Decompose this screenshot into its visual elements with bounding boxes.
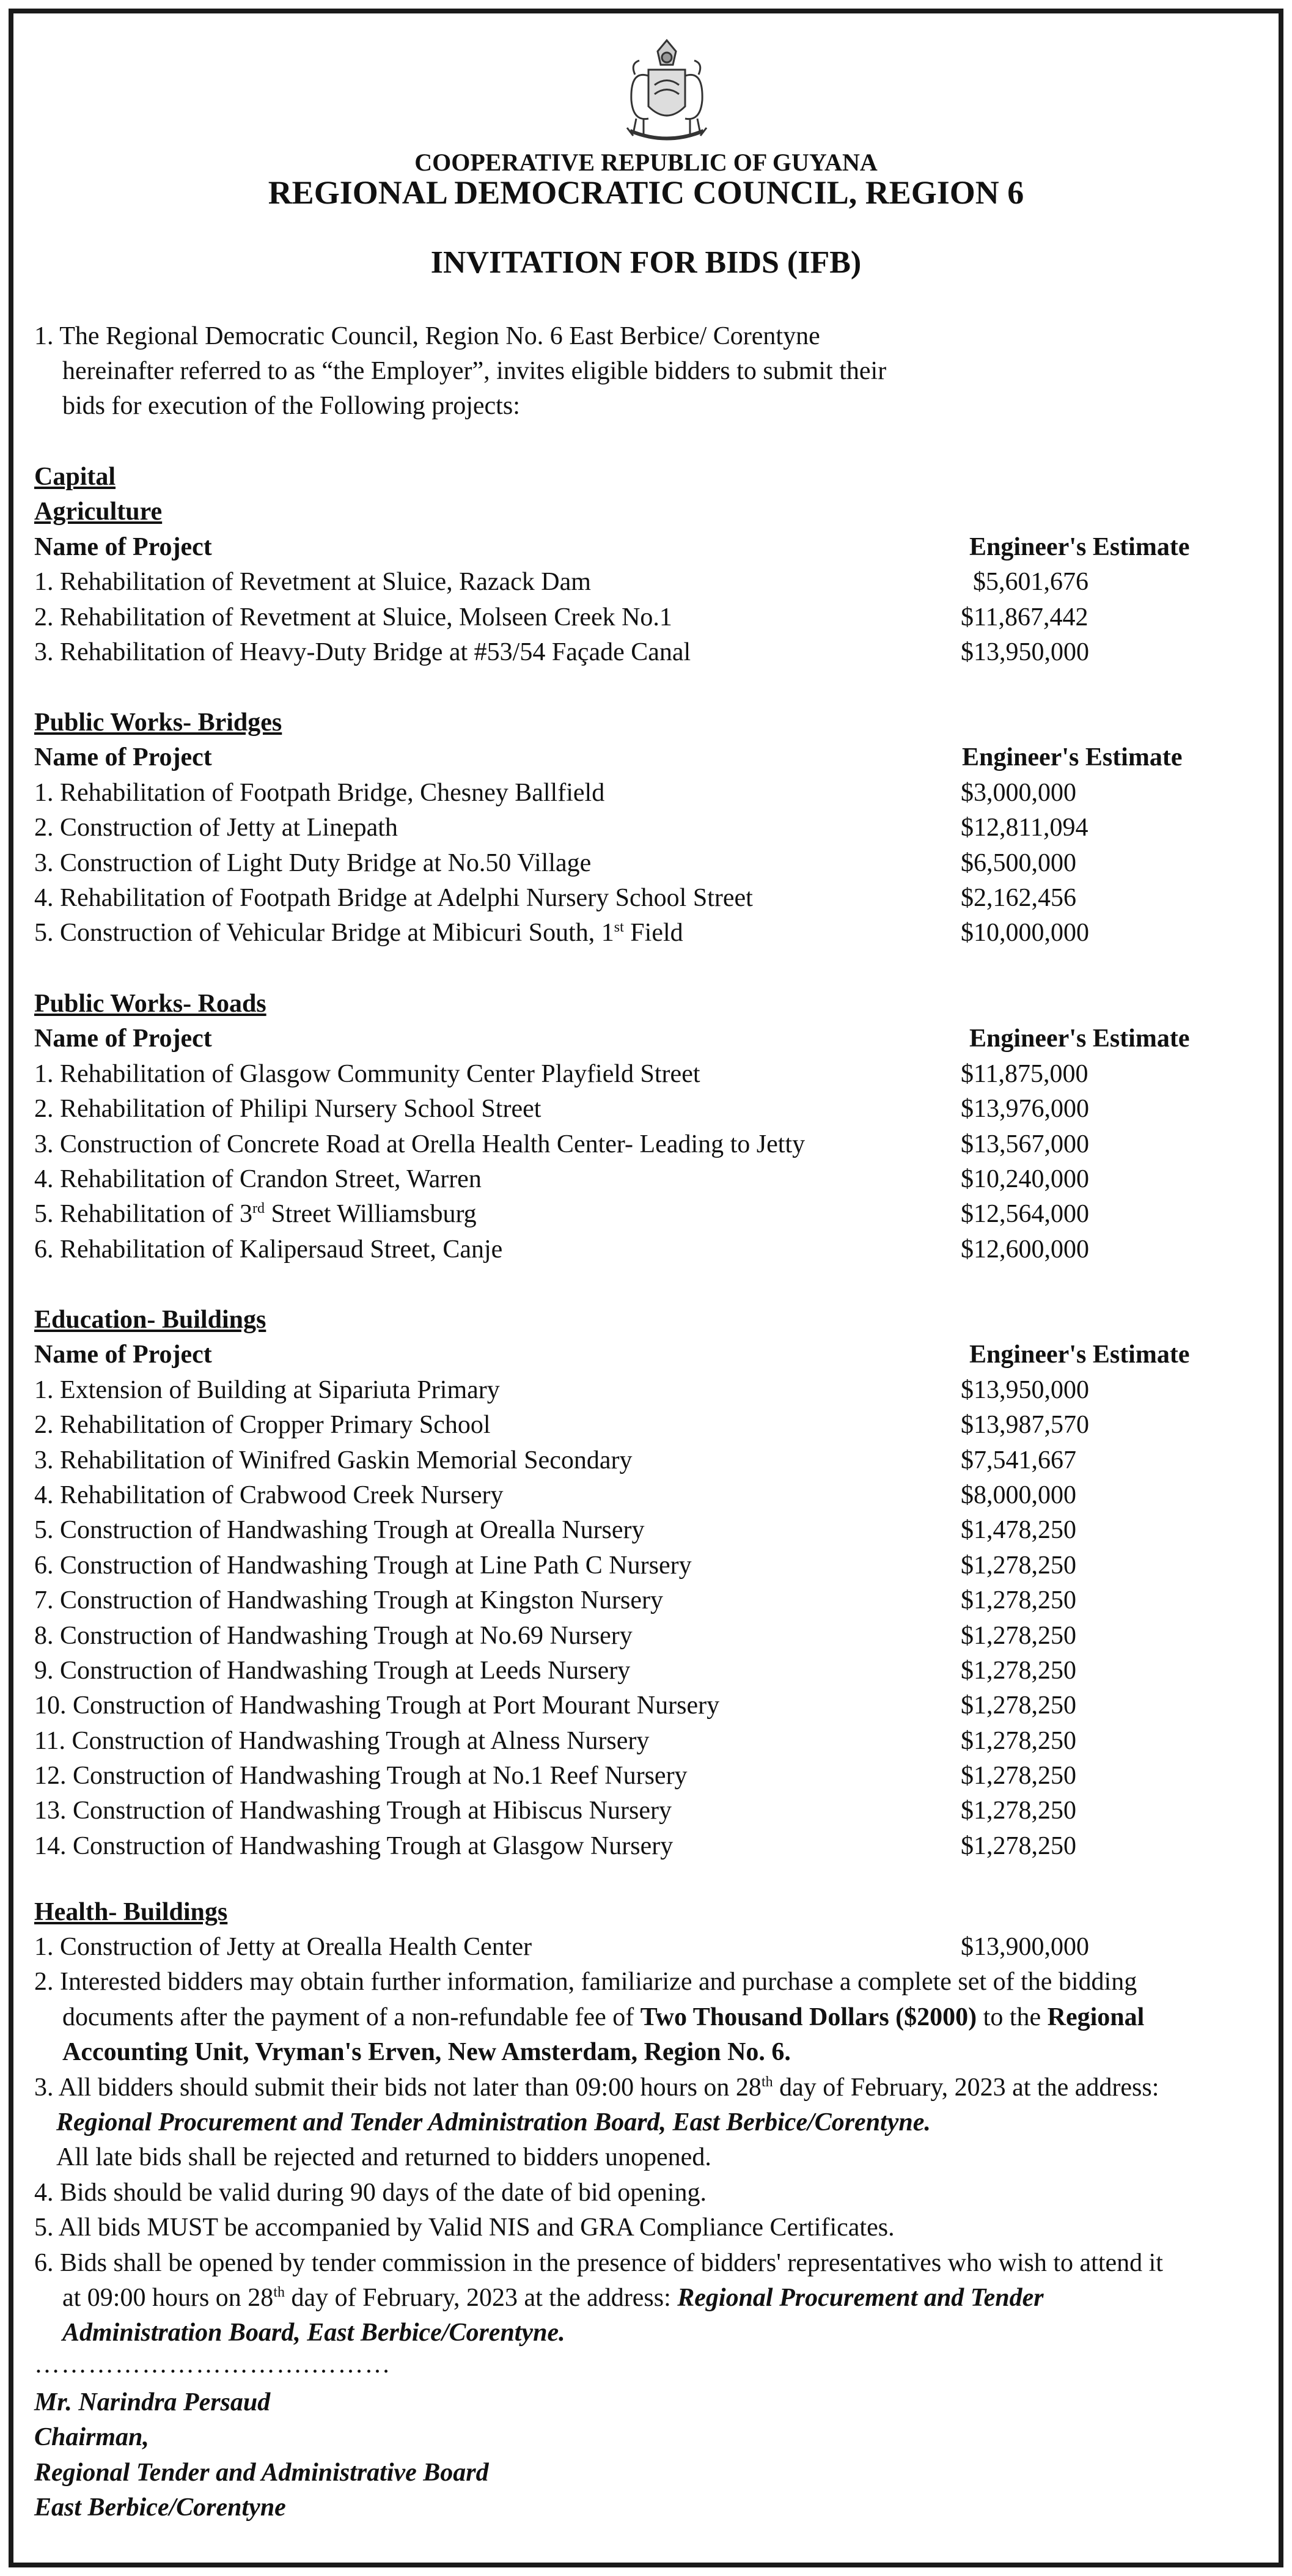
- col-project-header: Name of Project: [34, 743, 212, 772]
- coat-of-arms-icon: [606, 27, 728, 149]
- intro-line: bids for execution of the Following projects:: [62, 392, 520, 420]
- project-row: 11. Construction of Handwashing Trough at Alness Nursery $1,278,250: [34, 1726, 1076, 1755]
- project-row: 5. Construction of Vehicular Bridge at Mibicuri South, 1st Field $10,000,000: [34, 919, 1089, 948]
- note-line: at 09:00 hours on 28th day of February, 2023 at the address: Regional Procurement and Tender: [62, 2284, 1044, 2313]
- project-row: 1. Construction of Jetty at Orealla Health Center $13,900,000: [34, 1933, 1089, 1961]
- project-row: 6. Rehabilitation of Kalipersaud Street, Canje $12,600,000: [34, 1235, 1089, 1264]
- project-row: 2. Rehabilitation of Philipi Nursery School Street $13,976,000: [34, 1095, 1089, 1124]
- bridges-section: [34, 705, 1258, 951]
- signature-block: [34, 2385, 489, 2526]
- project-row: 6. Construction of Handwashing Trough at Line Path C Nursery $1,278,250: [34, 1551, 1076, 1580]
- signature-line: ………………………….………: [34, 2350, 392, 2379]
- notice-frame: [9, 9, 1283, 2567]
- note-line: 4. Bids should be valid during 90 days of the date of bid opening.: [34, 2178, 707, 2207]
- note-line: 2. Interested bidders may obtain further information, familiarize and purchase a complete set of the bidding: [34, 1968, 1137, 1996]
- education-rows: [34, 1373, 1258, 1864]
- project-row: 8. Construction of Handwashing Trough at No.69 Nursery $1,278,250: [34, 1621, 1076, 1650]
- project-row: 12. Construction of Handwashing Trough at No.1 Reef Nursery $1,278,250: [34, 1762, 1076, 1790]
- note-line: Regional Procurement and Tender Administration Board, East Berbice/Corentyne.: [56, 2108, 931, 2137]
- col-project-header: Name of Project: [34, 532, 212, 561]
- project-row: 3. Construction of Light Duty Bridge at No.50 Village $6,500,000: [34, 848, 1076, 877]
- signatory-role: Chairman,: [34, 2423, 149, 2452]
- col-project-header: Name of Project: [34, 1025, 212, 1053]
- health-heading: Health- Buildings: [34, 1898, 228, 1926]
- note-line: Administration Board, East Berbice/Corentyne.: [62, 2319, 565, 2347]
- signatory-name: Mr. Narindra Persaud: [34, 2388, 271, 2416]
- note-line: documents after the payment of a non-refundable fee of Two Thousand Dollars ($2000) to the Regional: [62, 2003, 1145, 2031]
- project-row: 13. Construction of Handwashing Trough at Hibiscus Nursery $1,278,250: [34, 1797, 1076, 1825]
- note-line: 5. All bids MUST be accompanied by Valid NIS and GRA Compliance Certificates.: [34, 2214, 895, 2242]
- agriculture-heading: Agriculture: [34, 498, 163, 526]
- project-row: 10. Construction of Handwashing Trough at Port Mourant Nursery $1,278,250: [34, 1691, 1076, 1720]
- document-title: INVITATION FOR BIDS (IFB): [430, 245, 862, 280]
- project-row: 1. Rehabilitation of Footpath Bridge, Chesney Ballfield $3,000,000: [34, 778, 1076, 807]
- project-row: 5. Construction of Handwashing Trough at Orealla Nursery $1,478,250: [34, 1516, 1076, 1545]
- note-line: Accounting Unit, Vryman's Erven, New Amsterdam, Region No. 6.: [62, 2038, 791, 2067]
- project-row: 3. Rehabilitation of Heavy-Duty Bridge at #53/54 Façade Canal $13,950,000: [34, 638, 1089, 666]
- intro-line: hereinafter referred to as “the Employer”, invites eligible bidders to submit their: [62, 357, 887, 385]
- note-line: All late bids shall be rejected and returned to bidders unopened.: [56, 2143, 711, 2172]
- country-heading: COOPERATIVE REPUBLIC OF GUYANA: [414, 149, 878, 176]
- roads-section: [34, 987, 1258, 1267]
- notice-body: [34, 13, 1258, 2563]
- council-heading: REGIONAL DEMOCRATIC COUNCIL, REGION 6: [268, 174, 1024, 211]
- project-row: 9. Construction of Handwashing Trough at Leeds Nursery $1,278,250: [34, 1656, 1076, 1685]
- education-heading: Education- Buildings: [34, 1306, 266, 1334]
- bridges-heading: Public Works- Bridges: [34, 708, 282, 737]
- note-line: 6. Bids shall be opened by tender commission in the presence of bidders' representatives who wish to attend it: [34, 2248, 1163, 2277]
- capital-heading: Capital: [34, 463, 116, 491]
- project-row: 1. Rehabilitation of Revetment at Sluice, Razack Dam $5,601,676: [34, 568, 1088, 597]
- project-row: 7. Construction of Handwashing Trough at Kingston Nursery $1,278,250: [34, 1586, 1076, 1615]
- col-estimate-header: Engineer's Estimate: [969, 1025, 1190, 1053]
- col-project-header: Name of Project: [34, 1341, 212, 1369]
- project-row: 14. Construction of Handwashing Trough at Glasgow Nursery $1,278,250: [34, 1831, 1076, 1860]
- signatory-board: Regional Tender and Administrative Board: [34, 2458, 489, 2487]
- project-row: 4. Rehabilitation of Crandon Street, Warren $10,240,000: [34, 1165, 1089, 1193]
- project-row: 2. Rehabilitation of Cropper Primary School $13,987,570: [34, 1411, 1089, 1440]
- project-row: 5. Rehabilitation of 3rd Street Williamsburg $12,564,000: [34, 1200, 1089, 1229]
- health-section: [34, 1895, 1258, 1930]
- project-row: 2. Construction of Jetty at Linepath $12,811,094: [34, 814, 1088, 842]
- signatory-place: East Berbice/Corentyne: [34, 2493, 286, 2522]
- project-row: 3. Construction of Concrete Road at Orella Health Center- Leading to Jetty $13,567,000: [34, 1130, 1089, 1158]
- agriculture-section: [34, 460, 1258, 670]
- roads-heading: Public Works- Roads: [34, 990, 266, 1018]
- education-section: [34, 1303, 1258, 1864]
- col-estimate-header: Engineer's Estimate: [969, 532, 1190, 561]
- intro-line: 1. The Regional Democratic Council, Region No. 6 East Berbice/ Corentyne: [34, 322, 820, 350]
- project-row: 3. Rehabilitation of Winifred Gaskin Memorial Secondary $7,541,667: [34, 1446, 1076, 1474]
- project-row: 4. Rehabilitation of Footpath Bridge at Adelphi Nursery School Street $2,162,456: [34, 883, 1076, 912]
- project-row: 1. Rehabilitation of Glasgow Community Center Playfield Street $11,875,000: [34, 1059, 1088, 1088]
- project-row: 4. Rehabilitation of Crabwood Creek Nursery $8,000,000: [34, 1481, 1076, 1509]
- notes-section: [34, 1930, 1258, 2351]
- project-row: 1. Extension of Building at Sipariuta Primary $13,950,000: [34, 1375, 1089, 1404]
- col-estimate-header: Engineer's Estimate: [969, 1341, 1190, 1369]
- col-estimate-header: Engineer's Estimate: [962, 743, 1183, 772]
- intro-paragraph: [34, 319, 1012, 424]
- project-row: 2. Rehabilitation of Revetment at Sluice, Molseen Creek No.1 $11,867,442: [34, 603, 1088, 631]
- note-line: 3. All bidders should submit their bids not later than 09:00 hours on 28th day of February, 2023 at the address:: [34, 2073, 1159, 2102]
